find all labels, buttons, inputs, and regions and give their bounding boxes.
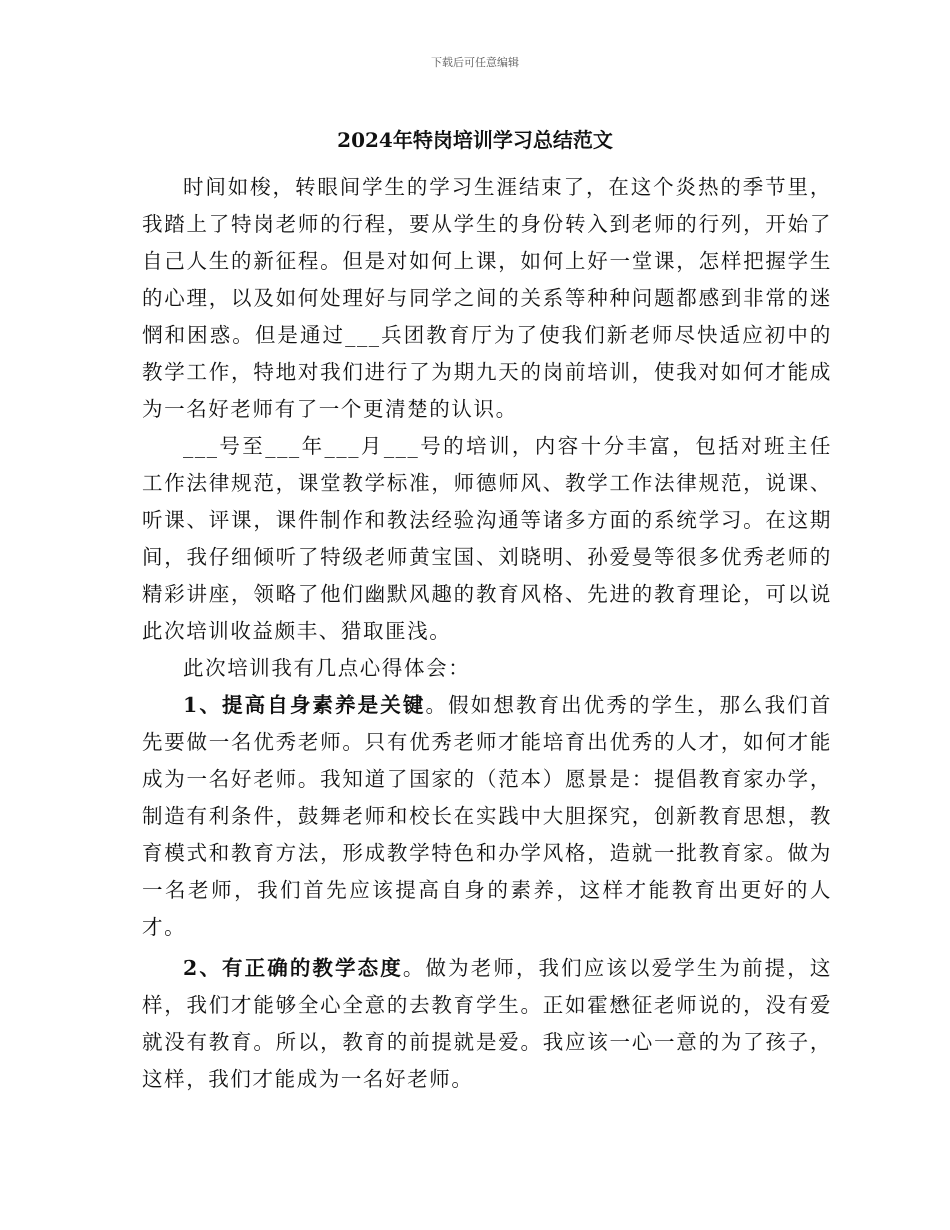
paragraph-text: 。假如想教育出优秀的学生，那么我们首先要做一名优秀老师。只有优秀老师才能培育出优秀的人才，如何才能成为一名好老师。我知道了国家的（范本）愿景是：提倡教育家办学，制造有利条件，鼓舞老师和校长在实践中大胆探究，创新教育思想，教育模式和教育方法，形成教学特色和办学风格，造就一批教育家。做为一名老师，我们首先应该提高自身的素养，这样才能教育出更好的人才。 <box>142 693 832 939</box>
paragraph-point-2 <box>142 950 832 1098</box>
point-heading: 1、提高自身素养是关键 <box>183 693 426 717</box>
paragraph-text: 此次培训我有几点心得体会： <box>183 656 471 680</box>
paragraph-training-content <box>142 428 832 650</box>
paragraph-text: 时间如梭，转眼间学生的学习生涯结束了，在这个炎热的季节里，我踏上了特岗老师的行程，要从学生的身份转入到老师的行列，开始了自己人生的新征程。但是对如何上课，如何上好一堂课，怎样把握学生的心理，以及如何处理好与同学之间的关系等种种问题都感到非常的迷惘和困惑。但是通过___兵团教育厅为了使我们新老师尽快适应初中的教学工作，特地对我们进行了为期九天的岗前培训，使我对如何才能成为一名好老师有了一个更清楚的认识。 <box>142 175 832 421</box>
paragraph-text: ___号至___年___月___号的培训，内容十分丰富，包括对班主任工作法律规范，课堂教学标准，师德师风、教学工作法律规范，说课、听课、评课，课件制作和教法经验沟通等诸多方面的系统学习。在这期间，我仔细倾听了特级老师黄宝国、刘晓明、孙爱曼等很多优秀老师的精彩讲座，领略了他们幽默风趣的教育风格、先进的教育理论，可以说此次培训收益颇丰、猎取匪浅。 <box>142 434 832 643</box>
point-heading: 2、有正确的教学态度 <box>183 956 403 980</box>
paragraph-intro <box>142 169 832 428</box>
paragraph-lead-in <box>142 650 832 687</box>
paragraph-point-1 <box>142 687 832 946</box>
document-body <box>142 169 832 1098</box>
paragraph-text: 。做为老师，我们应该以爱学生为前提，这样，我们才能够全心全意的去教育学生。正如霍懋征老师说的，没有爱就没有教育。所以，教育的前提就是爱。我应该一心一意的为了孩子，这样，我们才能成为一名好老师。 <box>142 956 833 1091</box>
document-title: 2024年特岗培训学习总结范文 <box>337 128 613 152</box>
header-note: 下载后可任意编辑 <box>431 56 519 69</box>
